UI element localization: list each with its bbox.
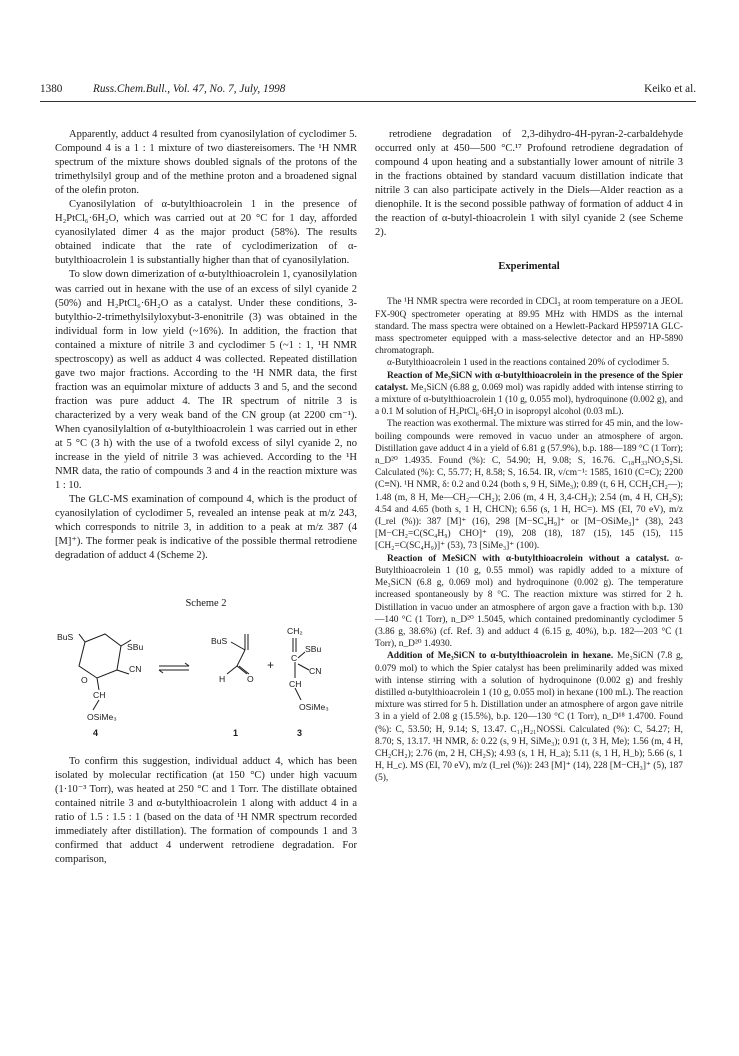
plus-sign: + xyxy=(267,657,275,672)
cn-label: CN xyxy=(309,665,322,676)
paragraph-text: Me₃SiCN (6.88 g, 0.069 mol) was rapidly added with intense stirring to a mixture of α-butylthioacrolein 1 (10 g, 0.055 mol), hydroquinone (0.002 g), and a 0.1 M solution of H₂PtCl₆·6H₂O in isopropyl alcohol (0.03 mL). xyxy=(375,382,683,418)
running-header xyxy=(40,83,696,102)
compound-number: 4 xyxy=(93,727,99,738)
page-number: 1380 xyxy=(40,83,63,95)
osime3-label: OSiMe₃ xyxy=(87,711,117,722)
carbon-label: C xyxy=(291,652,298,663)
pyran-ring-bond xyxy=(79,634,121,678)
compound-number: 3 xyxy=(297,727,303,738)
paragraph: α-Butylthioacrolein 1 used in the reactions contained 20% of cyclodimer 5. xyxy=(387,358,670,369)
ch2-label: CH₂ xyxy=(287,625,303,636)
cn-label: CN xyxy=(129,663,142,674)
ch-label: CH xyxy=(93,689,106,700)
paragraph-text: Me₃SiCN (7.8 g, 0.079 mol) to which the Spier catalyst has been preliminarily added was mixed with intense stirring with a solution of hydroquinone (0.002 g) and freshly distilled α-butylthioacrolein 1 (10 g, 0.055 mol) in hexane (100 mL). The reaction mixture was stirred for 5 h. Distillation under an atmosphere of argon gave nitrile 3 in a yield of 2.08 g (15.5%), b.p. 120—130 °C (1 Torr), n_D¹⁸ 1.4700. Found (%): C, 53.50; H, 9.14; S, 13.47. C₁₁H₂₁NOSSi. Calculated (%): C, 54.27; H, 8.70; S, 13.17. ¹H NMR, δ: 0.22 (s, 9 H, SiMe₃); 0.91 (t, 3 H, Me); 1.56 (m, 4 H, CH₂CH₂); 2.76 (m, 2 H, CH₂S); 4.93 (s, 1 H, H_a); 5.11 (s, 1 H, H_b); 5.66 (s, 1 H, H_c). MS (EI, 70 eV), m/z (I_rel (%)): 243 [M]⁺ (14), 228 [M−CH₃]⁺ (5), 187 (5), xyxy=(375,651,684,784)
ring-oxygen-label: O xyxy=(81,674,88,685)
sbu-label: SBu xyxy=(127,641,144,652)
scheme-title: Scheme 2 xyxy=(185,598,227,610)
compound-number: 1 xyxy=(233,727,239,738)
oxygen-label: O xyxy=(247,673,254,684)
paragraph xyxy=(375,370,683,419)
paragraph: The reaction was exothermal. The mixture was stirred for 45 min, and the low-boiling compounds were removed in vacuo under an atmosphere of argon. Distillation gave adduct 4 in a yield of 6.81 g (57.9%), b.p. 188—189 °C (1 Torr); n_D²⁰ 1.4935. Found (%): C, 54.90; H, 9.08; S, 16.76. C₁₈H₃₃NO₂S₂Si. Calculated (%): C, 55.77; H, 8.58; S, 16.54. IR, v/cm⁻¹: 1585, 1610 (C=C); 2200 (C≡N). ¹H NMR, δ: 0.2 and 0.24 (both s, 9 H, SiMe₃); 0.89 (t, 6 H, CCH₂CH₂—); 1.48 (m, 8 H, Me—CH₂—CH₂); 2.06 (m, 4 H, 3,4-CH₂); 2.54 (m, 4 H, CH₂S); 4.54 and 4.65 (both s, 1 H, CHCN); 6.56 (s, 1 H, HC=). MS (EI, 70 eV), m/z (I_rel (%)): 387 [M]⁺ (16), 298 [M−SC₄H₉]⁺ or [M−OSiMe₃]⁺ (38), 243 [M−CH₂=C(SC₄H₉) CHO]⁺ (19), 208 (18), 187 (15), 145 (15), 115 [CH₂=C(SC₄H₉)]⁺ (53), 73 [SiMe₃]⁺ (100). xyxy=(375,419,683,552)
paragraph: Apparently, adduct 4 resulted from cyanosilylation of cyclodimer 5. Compound 4 is a 1 : 1 mixture of two diastereisomers. The ¹H NMR spectrum of the mixture shows doubled signals of the protons of the trimethylsilyl group and of the methine proton and a broadened signal of the olefin proton. xyxy=(55,129,357,197)
run-in-heading: Reaction of Me₃SiCN with α-butylthioacrolein in the presence of the Spier catalyst. xyxy=(375,370,683,393)
paragraph xyxy=(375,650,683,784)
paragraph: The GLC-MS examination of compound 4, which is the product of cyanosilylation of cyclodimer 5, revealed an intense peak at m/z 243, which corresponds to nitrile 3, in addition to a peak at m/z 387 (4 [M]⁺). The former peak is indicative of the possible thermal retrodiene degradation of adduct 4 (Scheme 2). xyxy=(55,494,357,562)
scheme-structures xyxy=(55,620,357,740)
paragraph xyxy=(375,553,683,651)
bus-label: BuS xyxy=(211,635,228,646)
experimental-section xyxy=(375,296,683,784)
paragraph-text: α-Butylthioacrolein 1 (10 g, 0.55 mmol) was rapidly added to a mixture of Me₃SiCN (6.8 g, 0.069 mol) and hydroquinone (0.002 g). The temperature increased spontaneously by 8 °C. The reaction mixture was stirred for 2 h. Distillation in vacuo under an atmosphere of argon gave a fraction with b.p. 130—140 °C (1 Torr), n_D²⁰ 1.5045, which contained predominantly cyclodimer 5 (3.86 g, 38.6%) (cf. Ref. 3) and adduct 4 (6.15 g, 40%), b.p. 182—203 °C (1 Torr), n_D²⁰ 1.4930. xyxy=(375,553,683,650)
paragraph: Cyanosilylation of α-butylthioacrolein 1 in the presence of H₂PtCl₆·6H₂O, which was carried out at 20 °C for 1 day, afforded cyanosilylated dimer 4 as the major product (58%). The results obtained indicate that the rate of cyclodimerization of α-butylthioacrolein 1 is substantially higher than that of cyanosilylation. xyxy=(55,199,357,267)
running-authors: Keiko et al. xyxy=(644,83,696,95)
paragraph: To slow down dimerization of α-butylthioacrolein 1, cyanosilylation was carried out in hexane with the use of an excess of silyl cyanide 2 (50%) and H₂PtCl₆·6H₂O as a catalyst. Under these conditions, 3-butylthio-2-trimethylsilyloxybut-3-enonitrile (3) was obtained in the individual form in low yield (~16%). In addition, the fraction that contained a mixture of nitrile 3 and cyclodimer 5 (~1 : 1, ¹H NMR spectroscopy) as well as adduct 4 was collected. Repeated distillation gave two major fractions. According to the ¹H NMR data, the first fraction was an equimolar mixture of adducts 3 and 5, and the second fraction was pure adduct 4. The IR spectrum of nitrile 3 is characterized by a very weak band of the CN group (at 2200 cm⁻¹). When cyanosilylaltion of α-butylthioacrolein 1 was carried out in ether at 5 °C (3 h) with the use of a twofold excess of silyl cyanide 2, no increase in the yield of nitrile 3 was achieved. According to the ¹H NMR data, the ratio of compounds 3 and 4 in the reaction mixture was 1 : 10. xyxy=(55,269,357,492)
ch-label: CH xyxy=(289,678,302,689)
hydrogen-label: H xyxy=(219,673,226,684)
journal-citation: Russ.Chem.Bull., Vol. 47, No. 7, July, 1998 xyxy=(93,83,286,95)
section-heading: Experimental xyxy=(498,261,560,273)
paragraph: retrodiene degradation of 2,3-dihydro-4H-pyran-2-carbaldehyde occurred only at 450—500 °C.¹⁷ Profound retrodiene degradation of compound 4 upon heating and a substantially lower amount of nitrile 3 in the fractions obtained by standard vacuum distillation indicate that nitrile 3 can also participate actively in the Diels—Alder reaction as a dienophile. It is the second possible pathway of formation of adduct 4 in the reaction of α-butyl-thioacrolein 1 with silyl cyanide 2 (see Scheme 2). xyxy=(375,129,683,239)
osime3-label: OSiMe₃ xyxy=(299,701,329,712)
paragraph: To confirm this suggestion, individual adduct 4, which has been isolated by molecular rectification (at 150 °C) under high vacuum (1·10⁻³ Torr), was heated at 250 °C and 1 Torr. The distillate obtained contained nitrile 3 and α-butylthioacrolein 1 along with adduct 4 in a ratio of 1.5 : 1.5 : 1 (based on the data of ¹H NMR spectrum recorded immediately after distillation). The formation of compounds 1 and 3 confirmed that adduct 4 underwent retrodiene degradation. For comparison, xyxy=(55,755,357,865)
run-in-heading: Reaction of MeSiCN with α-butylthioacrolein without a catalyst. xyxy=(387,553,670,564)
left-column xyxy=(55,128,357,867)
paragraph: The ¹H NMR spectra were recorded in CDCl₃ at room temperature on a JEOL FX-90Q spectrometer operating at 89.95 MHz with HMDS as the internal standard. The mass spectra were obtained on a Hewlett-Packard HP5971A GLC-mass spectrometer equipped with a mass-selective detector and an HP-5890 chromatograph. xyxy=(375,297,683,357)
reaction-scheme xyxy=(55,620,357,740)
right-column xyxy=(375,128,683,785)
sbu-label: SBu xyxy=(305,643,322,654)
bus-label: BuS xyxy=(57,631,74,642)
run-in-heading: Addition of Me₃SiCN to α-butylthioacrolein in hexane. xyxy=(387,651,614,662)
